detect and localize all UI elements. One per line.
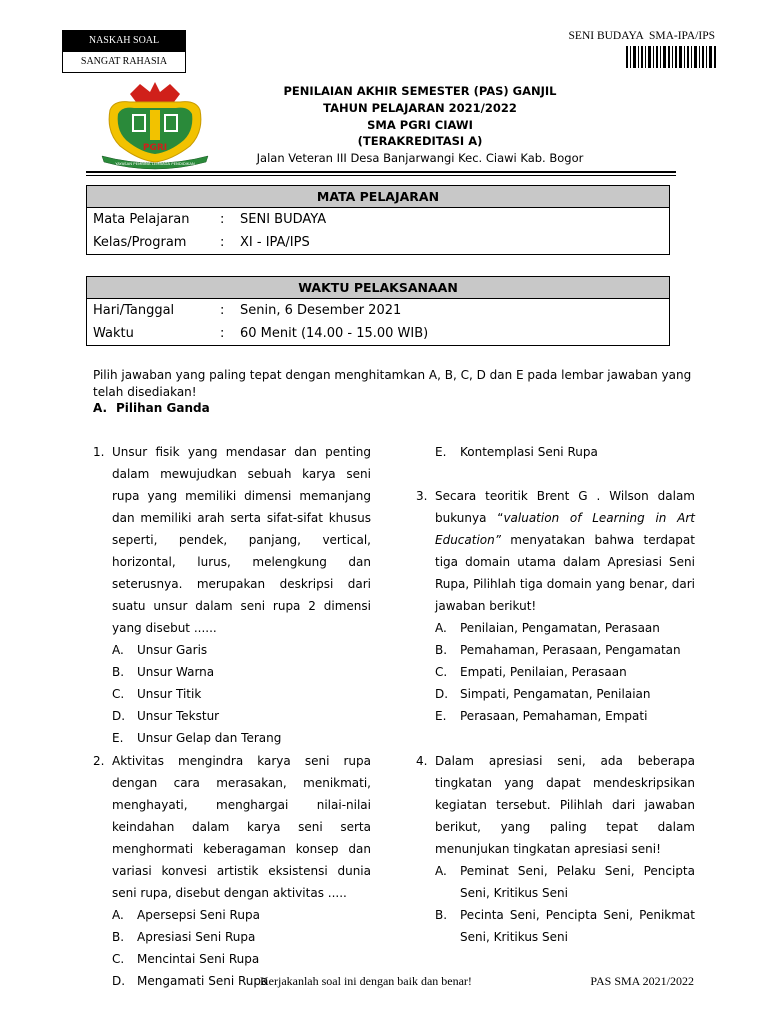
option-letter: B. xyxy=(435,643,448,657)
answer-option xyxy=(435,705,695,727)
info-sep: : xyxy=(220,212,225,227)
waktu-pelaksanaan-title: WAKTU PELAKSANAAN xyxy=(87,277,669,299)
info-key: Mata Pelajaran xyxy=(93,212,190,227)
info-key: Waktu xyxy=(93,326,134,341)
option-text: Pemahaman, Perasaan, Pengamatan xyxy=(460,643,681,657)
stem-part: Secara teoritik Brent G . Wilson dalam bukunya “ xyxy=(435,489,695,525)
academic-year: TAHUN PELAJARAN 2021/2022 xyxy=(323,101,517,115)
question-stem: Dalam apresiasi seni, ada beberapa tingkatan yang dapat mendeskripsikan kegiatan tersebut. Pilihlah dari jawaban berikut, yang paling tepat dalam menunjukan tingkatan apresiasi seni! xyxy=(435,754,695,856)
question-2-continued xyxy=(416,441,695,463)
footer-note: Kerjakanlah soal ini dengan baik dan benar! xyxy=(260,974,472,988)
answer-option xyxy=(112,904,371,926)
option-letter: E. xyxy=(435,445,447,459)
option-letter: A. xyxy=(112,908,124,922)
option-letter: B. xyxy=(112,665,125,679)
answer-option xyxy=(435,904,695,948)
option-text: Penilaian, Pengamatan, Perasaan xyxy=(460,621,660,635)
answer-option xyxy=(435,617,695,639)
question-stem xyxy=(435,485,695,617)
question-stem: Aktivitas mengindra karya seni rupa dengan cara merasakan, menikmati, menghayati, menghargai nilai-nilai keindahan dalam karya seni serta menghormati keberagaman konsep dan variasi konvesi artistik eksistensi dunia seni rupa, disebut dengan aktivitas ..... xyxy=(112,754,371,900)
instruction-text: Pilih jawaban yang paling tepat dengan menghitamkan A, B, C, D dan E pada lembar jawaban yang telah disediakan! xyxy=(93,368,692,399)
option-letter: D. xyxy=(112,709,126,723)
answer-option xyxy=(112,926,371,948)
option-letter: A. xyxy=(112,643,124,657)
answer-option xyxy=(435,860,695,904)
exam-title: PENILAIAN AKHIR SEMESTER (PAS) GANJIL xyxy=(283,84,557,98)
info-row xyxy=(87,322,669,345)
info-row xyxy=(87,299,669,322)
info-row xyxy=(87,231,669,254)
option-letter: B. xyxy=(435,908,448,922)
option-text: Kontemplasi Seni Rupa xyxy=(460,445,598,459)
info-value: SENI BUDAYA xyxy=(240,212,327,227)
question-number: 3. xyxy=(416,489,428,503)
stem-part: menyatakan bahwa terdapat tiga domain utama dalam Apresiasi Seni Rupa, Pilihlah tiga domain yang benar, dari jawaban berikut! xyxy=(435,533,695,613)
question-number: 1. xyxy=(93,445,105,459)
info-sep: : xyxy=(220,235,225,250)
option-text: Pecinta Seni, Pencipta Seni, Penikmat Seni, Kritikus Seni xyxy=(460,908,695,944)
option-letter: E. xyxy=(112,731,124,745)
info-key: Kelas/Program xyxy=(93,235,187,250)
school-name: SMA PGRI CIAWI xyxy=(367,118,473,132)
answer-option xyxy=(112,683,371,705)
answer-option xyxy=(435,661,695,683)
option-letter: D. xyxy=(112,974,126,988)
info-sep: : xyxy=(220,303,225,318)
book-title: valuation of Learning in Art Education” xyxy=(435,511,696,547)
question-number: 2. xyxy=(93,754,105,768)
answer-option xyxy=(112,948,371,970)
answer-option xyxy=(112,639,371,661)
pgri-logo-icon xyxy=(100,80,210,172)
option-letter: D. xyxy=(435,687,449,701)
mata-pelajaran-title: MATA PELAJARAN xyxy=(87,186,669,208)
sangat-rahasia-label: SANGAT RAHASIA xyxy=(63,51,185,72)
option-text: Empati, Penilaian, Perasaan xyxy=(460,665,627,679)
question-number: 4. xyxy=(416,754,428,768)
info-sep: : xyxy=(220,326,225,341)
logo-band-text: YAYASAN PEMBINA LEMBAGA PENDIDIKAN xyxy=(115,161,195,166)
option-letter: B. xyxy=(112,930,125,944)
option-letter: C. xyxy=(112,687,125,701)
option-text: Unsur Garis xyxy=(137,643,208,657)
option-text: Simpati, Pengamatan, Penilaian xyxy=(460,687,651,701)
answer-option xyxy=(435,441,695,463)
option-text: Mencintai Seni Rupa xyxy=(137,952,260,966)
section-letter: A. xyxy=(93,401,108,415)
barcode-icon xyxy=(626,46,716,68)
question-2 xyxy=(93,750,371,992)
info-key: Hari/Tanggal xyxy=(93,303,175,318)
mata-pelajaran-box xyxy=(86,185,670,255)
option-text: Peminat Seni, Pelaku Seni, Pencipta Seni, Kritikus Seni xyxy=(460,864,695,900)
option-letter: C. xyxy=(435,665,448,679)
info-value: XI - IPA/IPS xyxy=(240,235,310,250)
option-text: Mengamati Seni Rupa xyxy=(137,974,269,988)
option-text: Apersepsi Seni Rupa xyxy=(137,908,260,922)
answer-option xyxy=(112,661,371,683)
question-3 xyxy=(416,485,695,727)
option-letter: A. xyxy=(435,864,447,878)
question-4 xyxy=(416,750,695,948)
option-letter: E. xyxy=(435,709,447,723)
footer-exam-code: PAS SMA 2021/2022 xyxy=(590,974,694,988)
question-stem: Unsur fisik yang mendasar dan penting dalam mewujudkan sebuah karya seni rupa yang memiliki dimensi memanjang dan memiliki arah serta sifat-sifat khusus seperti, pendek, panjang, vertical, horizontal, lurus, melengkung dan seterusnya. merupakan deskripsi dari suatu unsur dalam seni rupa 2 dimensi yang disebut ...... xyxy=(112,445,371,635)
question-1 xyxy=(93,441,371,749)
accreditation: (TERAKREDITASI A) xyxy=(357,134,483,148)
option-letter: A. xyxy=(435,621,447,635)
info-value: 60 Menit (14.00 - 15.00 WIB) xyxy=(240,326,429,341)
info-row xyxy=(87,208,669,231)
section-title xyxy=(93,401,210,415)
header-divider-thin xyxy=(86,175,676,176)
section-name: Pilihan Ganda xyxy=(116,401,210,415)
naskah-soal-label: NASKAH SOAL xyxy=(63,31,185,51)
option-text: Perasaan, Pemahaman, Empati xyxy=(460,709,648,723)
subject-code: SENI BUDAYA SMA-IPA/IPS xyxy=(568,30,715,42)
answer-option xyxy=(112,705,371,727)
option-text: Apresiasi Seni Rupa xyxy=(137,930,256,944)
info-value: Senin, 6 Desember 2021 xyxy=(240,303,402,318)
answer-option xyxy=(435,639,695,661)
option-text: Unsur Gelap dan Terang xyxy=(137,731,282,745)
option-text: Unsur Tekstur xyxy=(137,709,220,723)
option-text: Unsur Warna xyxy=(137,665,215,679)
option-letter: C. xyxy=(112,952,125,966)
header-divider xyxy=(86,171,676,173)
waktu-pelaksanaan-box xyxy=(86,276,670,346)
answer-option xyxy=(112,727,371,749)
option-text: Unsur Titik xyxy=(137,687,202,701)
school-address: Jalan Veteran III Desa Banjarwangi Kec. Ciawi Kab. Bogor xyxy=(256,151,584,165)
logo-text: PGRI xyxy=(142,143,168,153)
secret-label-box xyxy=(62,30,186,73)
answer-option xyxy=(435,683,695,705)
